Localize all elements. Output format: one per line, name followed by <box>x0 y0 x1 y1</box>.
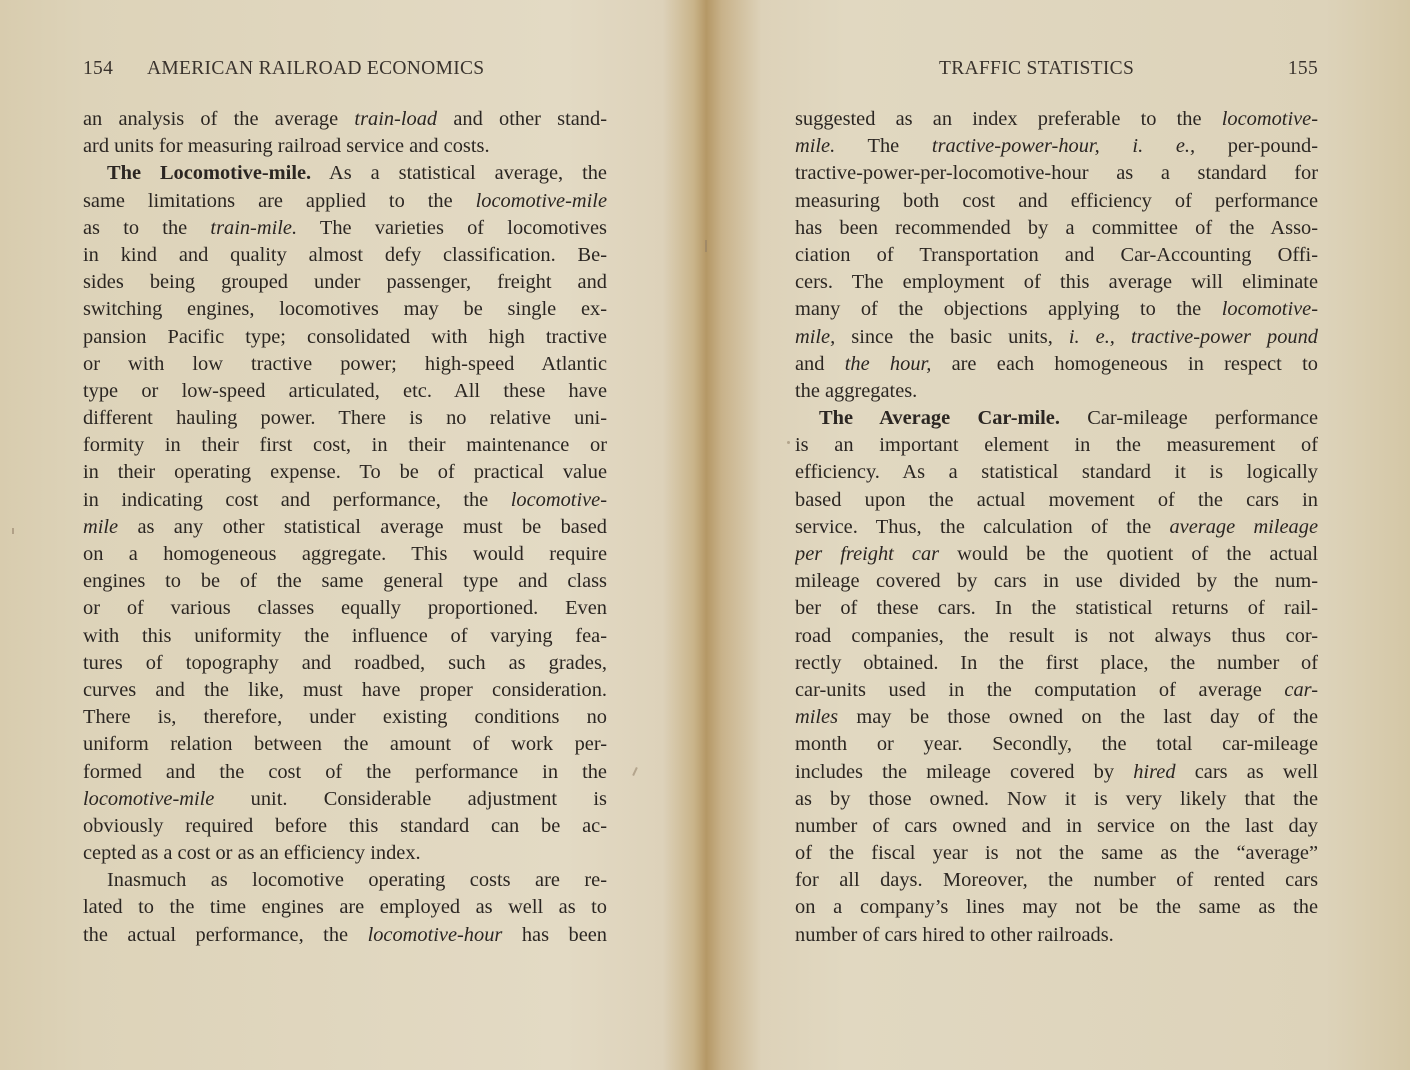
section-heading-locomotive-mile: The Locomotive-mile. <box>107 162 312 185</box>
text-line: in their operating expense. To be of practical value <box>83 461 607 484</box>
text-line: pansion Pacific type; consolidated with high tractive <box>83 325 607 348</box>
text-line: sides being grouped under passenger, freight and <box>83 271 607 294</box>
section-heading-average-car-mile: The Average Car-mile. <box>819 407 1060 430</box>
text-line: formity in their first cost, in their maintenance or <box>83 434 607 457</box>
text-line: or of various classes equally proportioned. Even <box>83 597 607 620</box>
text-line: miles may be those owned on the last day of the <box>795 706 1318 729</box>
text-line: efficiency. As a statistical standard it is logically <box>795 461 1318 484</box>
text-line: in indicating cost and performance, the locomotive- <box>83 488 607 511</box>
text-line: based upon the actual movement of the cars in <box>795 488 1318 511</box>
text-line: same limitations are applied to the locomotive-mile <box>83 189 607 212</box>
text-line: is an important element in the measurement of <box>795 434 1318 457</box>
text-line: road companies, the result is not always thus cor- <box>795 624 1318 647</box>
text-line: cepted as a cost or as an efficiency index. <box>83 842 421 865</box>
text-line: number of cars hired to other railroads. <box>795 923 1114 946</box>
text-line: for all days. Moreover, the number of rented cars <box>795 869 1318 892</box>
text-line: service. Thus, the calculation of the average mileage <box>795 515 1318 538</box>
left-page-text <box>83 106 607 949</box>
text-line: and the hour, are each homogeneous in respect to <box>795 352 1318 375</box>
text-line: in kind and quality almost defy classification. Be- <box>83 243 607 266</box>
text-line: ard units for measuring railroad service and costs. <box>83 135 490 158</box>
text-line: rectly obtained. In the first place, the number of <box>795 651 1318 674</box>
text-line: as to the train-mile. The varieties of locomotives <box>83 216 607 239</box>
paper-blemish <box>705 240 707 252</box>
page-number-155: 155 <box>1287 58 1318 79</box>
right-page <box>795 0 1318 1070</box>
text-line: uniform relation between the amount of work per- <box>83 733 607 756</box>
text-line: The Locomotive-mile. As a statistical average, the <box>107 162 607 185</box>
text-line: ciation of Transportation and Car-Accounting Offi- <box>795 243 1318 266</box>
text-line: Inasmuch as locomotive operating costs are re- <box>107 869 607 892</box>
text-line: number of cars owned and in service on the last day <box>795 814 1318 837</box>
paper-blemish <box>787 441 790 444</box>
text-line: the aggregates. <box>795 379 918 402</box>
text-line: per freight car would be the quotient of the actual <box>795 543 1318 565</box>
page-number-154: 154 <box>83 58 114 79</box>
text-line: lated to the time engines are employed as well as to <box>83 896 607 919</box>
text-line: mile, since the basic units, i. e., tractive-power pound <box>795 325 1318 348</box>
text-line: type or low-speed articulated, etc. All these have <box>83 379 607 402</box>
text-line: month or year. Secondly, the total car-mileage <box>795 733 1318 756</box>
text-line: of the fiscal year is not the same as the “average” <box>795 842 1318 865</box>
text-line: different hauling power. There is no relative uni- <box>83 407 607 430</box>
text-line: tures of topography and roadbed, such as grades, <box>83 651 607 674</box>
text-line: tractive-power-per-locomotive-hour as a standard for <box>795 162 1318 185</box>
text-line: with this uniformity the influence of varying fea- <box>83 624 607 647</box>
text-line: The Average Car-mile. Car-mileage performance <box>819 407 1318 430</box>
text-line: includes the mileage covered by hired cars as well <box>795 760 1318 783</box>
text-line: as by those owned. Now it is very likely that the <box>795 787 1318 810</box>
text-line: locomotive-mile unit. Considerable adjustment is <box>83 787 607 810</box>
text-line: mileage covered by cars in use divided by the num- <box>795 570 1318 593</box>
text-line: curves and the like, must have proper consideration. <box>83 678 607 701</box>
text-line: engines to be of the same general type and class <box>83 570 607 593</box>
running-head-right: TRAFFIC STATISTICS <box>939 58 1135 79</box>
text-line: the actual performance, the locomotive-hour has been <box>83 923 607 946</box>
left-page-header <box>83 58 607 86</box>
paper-blemish <box>12 528 14 534</box>
text-line: ber of these cars. In the statistical returns of rail- <box>795 597 1318 620</box>
text-line: obviously required before this standard can be ac- <box>83 814 607 837</box>
text-line: mile as any other statistical average must be based <box>83 515 607 538</box>
text-line: measuring both cost and efficiency of performance <box>795 189 1318 212</box>
right-page-header <box>795 58 1318 86</box>
running-head-left: AMERICAN RAILROAD ECONOMICS <box>147 58 485 79</box>
text-line: switching engines, locomotives may be single ex- <box>83 298 607 321</box>
text-line: suggested as an index preferable to the locomotive- <box>795 108 1318 130</box>
left-page <box>83 0 607 1070</box>
text-line: cers. The employment of this average will eliminate <box>795 271 1318 294</box>
text-line: There is, therefore, under existing conditions no <box>83 706 607 729</box>
text-line: has been recommended by a committee of the Asso- <box>795 216 1318 239</box>
text-line: mile. The tractive-power-hour, i. e., per-pound- <box>795 135 1318 158</box>
text-line: on a homogeneous aggregate. This would require <box>83 543 607 565</box>
text-line: or with low tractive power; high-speed Atlantic <box>83 352 607 375</box>
text-line: on a company’s lines may not be the same as the <box>795 896 1318 919</box>
text-line: car-units used in the computation of average car- <box>795 678 1318 701</box>
right-page-text <box>795 106 1318 949</box>
text-line: many of the objections applying to the locomotive- <box>795 298 1318 321</box>
text-line: an analysis of the average train-load and other stand- <box>83 108 607 130</box>
paper-blemish <box>632 767 638 776</box>
text-line: formed and the cost of the performance in the <box>83 760 607 783</box>
